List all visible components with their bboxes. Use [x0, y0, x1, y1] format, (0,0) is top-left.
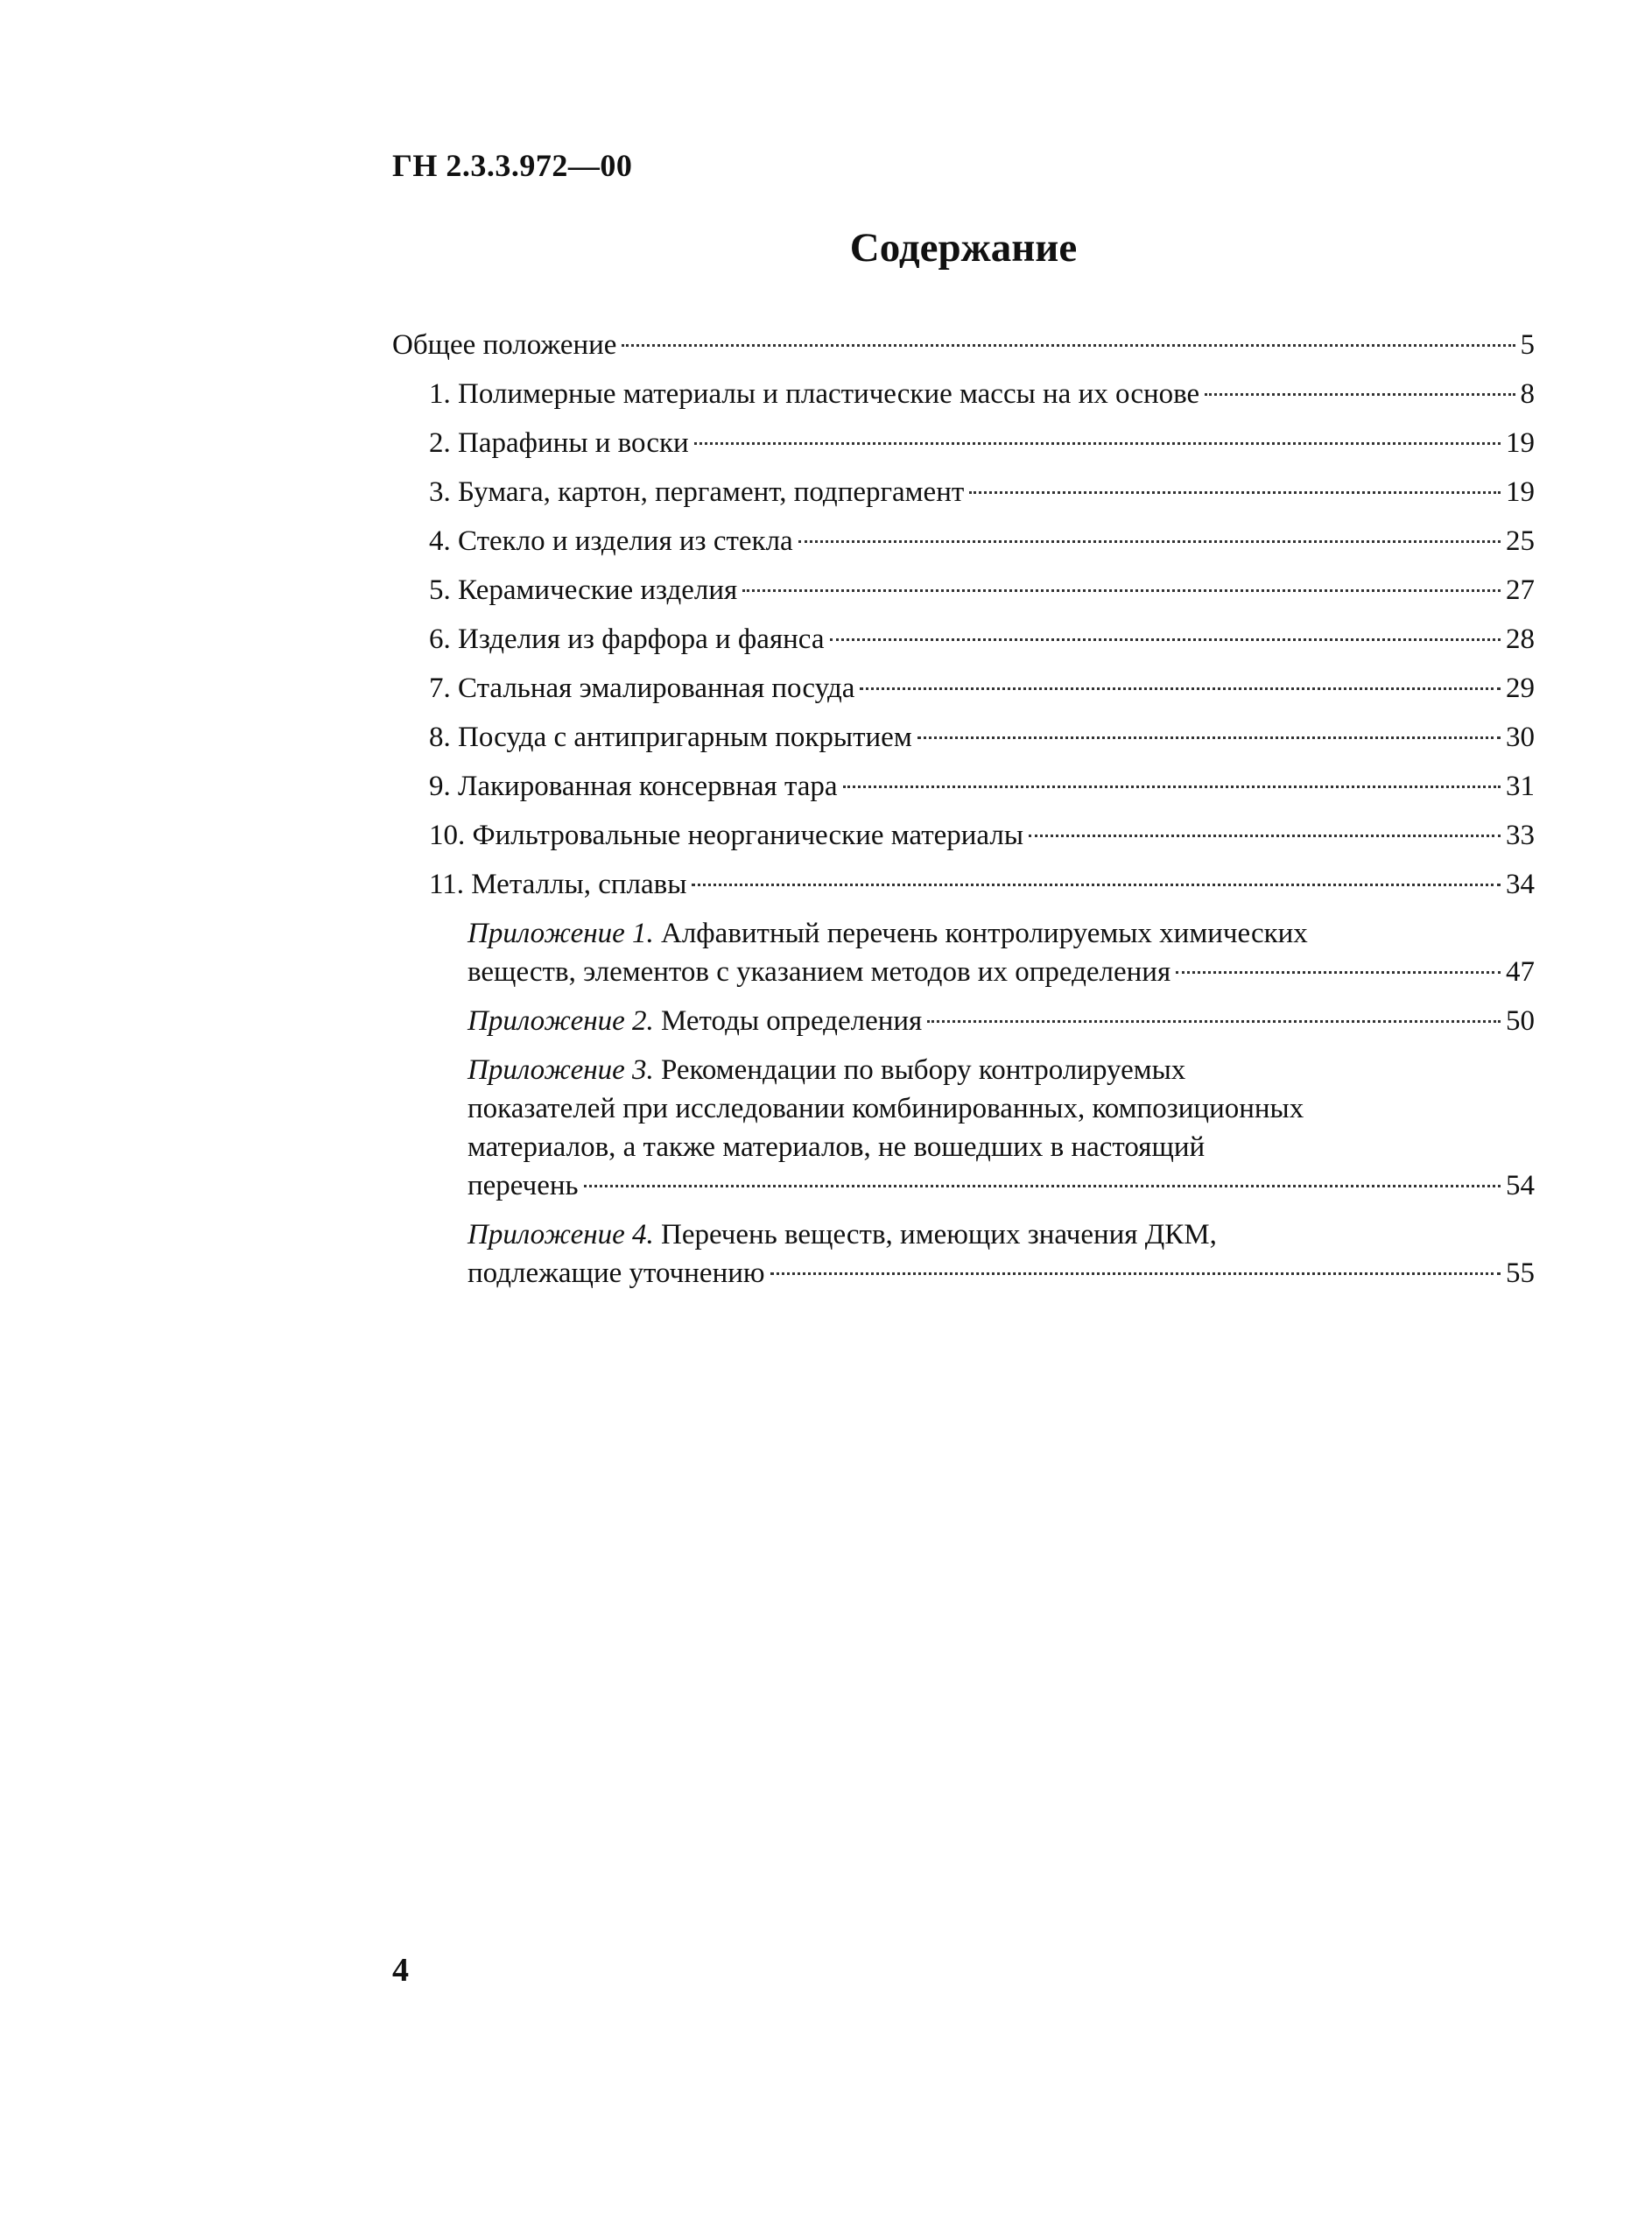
toc-entry-label: подлежащие уточнению [467, 1257, 765, 1289]
toc-appendix-first-line [467, 914, 1535, 953]
leader-dots [830, 638, 1501, 641]
leader-dots [917, 736, 1501, 739]
toc-entry-page: 30 [1506, 722, 1535, 753]
leader-dots [694, 442, 1501, 445]
toc-entry[interactable] [392, 620, 1535, 659]
toc-entry[interactable] [392, 767, 1535, 806]
leader-dots [969, 491, 1501, 494]
toc-entry-page: 25 [1506, 525, 1535, 557]
toc-entry-page: 28 [1506, 623, 1535, 655]
toc-entry-page: 5 [1520, 329, 1535, 361]
toc-entry[interactable] [392, 718, 1535, 757]
appendix-line: материалов, а также материалов, не вошедших в настоящий [467, 1131, 1206, 1163]
appendix-line: Перечень веществ, имеющих значения ДКМ, [660, 1219, 1217, 1250]
appendix-line: Методы определения [660, 1005, 923, 1037]
toc-entry[interactable] [392, 571, 1535, 609]
toc-entry-page: 8 [1520, 378, 1535, 410]
toc-entry-label: 10. Фильтровальные неорганические материалы [429, 820, 1024, 851]
toc-entry[interactable] [392, 375, 1535, 413]
appendix-prefix: Приложение 4. [467, 1219, 654, 1250]
leader-dots [798, 540, 1501, 543]
appendix-line: показателей при исследовании комбинированных, композиционных [467, 1093, 1304, 1124]
appendix-prefix: Приложение 3. [467, 1054, 654, 1086]
leader-dots [770, 1272, 1501, 1275]
toc-entry[interactable] [392, 522, 1535, 560]
page-number: 4 [392, 1952, 409, 1989]
toc-appendix-first-line [467, 1051, 1535, 1089]
toc-entry-label: 4. Стекло и изделия из стекла [429, 525, 793, 557]
toc-entry-page: 55 [1506, 1257, 1535, 1289]
toc-entry[interactable] [392, 816, 1535, 855]
leader-dots [927, 1020, 1501, 1023]
toc-entry-label: перечень [467, 1170, 579, 1201]
toc-entry-page: 47 [1506, 956, 1535, 988]
document-code: ГН 2.3.3.972—00 [392, 148, 633, 183]
toc-entry-label: 9. Лакированная консервная тара [429, 771, 838, 802]
toc-entry-label: 11. Металлы, сплавы [429, 869, 687, 900]
toc-appendix-entry[interactable] [392, 1215, 1535, 1293]
toc-entry-page: 50 [1506, 1005, 1535, 1037]
toc-entry[interactable] [392, 424, 1535, 462]
toc-entry-label: 2. Парафины и воски [429, 427, 689, 459]
toc-entry-label: 3. Бумага, картон, пергамент, подпергамент [429, 476, 965, 508]
toc-entry-label: 6. Изделия из фарфора и фаянса [429, 623, 825, 655]
toc-entry-page: 31 [1506, 771, 1535, 802]
toc-entry-page: 34 [1506, 869, 1535, 900]
toc-appendix-entry[interactable] [392, 1051, 1535, 1205]
toc-entry-page: 54 [1506, 1170, 1535, 1201]
leader-dots [742, 589, 1501, 592]
toc-appendix-entry[interactable] [392, 1002, 1535, 1040]
toc-entry-label: Общее положение [392, 329, 617, 361]
toc-entry-label: 8. Посуда с антипригарным покрытием [429, 722, 912, 753]
toc-entry[interactable] [392, 669, 1535, 708]
appendix-prefix: Приложение 1. [467, 918, 654, 949]
leader-dots [622, 344, 1515, 347]
toc-entry-label: 1. Полимерные материалы и пластические массы на их основе [429, 378, 1200, 410]
table-of-contents [392, 326, 1535, 1303]
toc-entry-label: 7. Стальная эмалированная посуда [429, 673, 855, 704]
leader-dots [1205, 393, 1515, 396]
toc-title: Содержание [849, 225, 1078, 271]
appendix-line: Алфавитный перечень контролируемых химических [660, 918, 1308, 949]
toc-entry-page: 29 [1506, 673, 1535, 704]
leader-dots [860, 687, 1501, 690]
leader-dots [1029, 835, 1501, 837]
toc-entry-label [467, 1002, 922, 1040]
toc-entry[interactable] [392, 326, 1535, 364]
appendix-line: Рекомендации по выбору контролируемых [660, 1054, 1186, 1086]
leader-dots [692, 884, 1501, 886]
toc-entry-page: 19 [1506, 476, 1535, 508]
toc-entry[interactable] [392, 865, 1535, 904]
toc-entry-page: 33 [1506, 820, 1535, 851]
toc-entry[interactable] [392, 473, 1535, 511]
toc-appendix-entry[interactable] [392, 914, 1535, 991]
leader-dots [584, 1185, 1501, 1187]
toc-entry-page: 27 [1506, 574, 1535, 606]
leader-dots [1176, 971, 1501, 974]
toc-entry-page: 19 [1506, 427, 1535, 459]
toc-appendix-first-line [467, 1215, 1535, 1254]
leader-dots [843, 785, 1501, 788]
appendix-prefix: Приложение 2. [467, 1005, 654, 1037]
toc-entry-label: 5. Керамические изделия [429, 574, 738, 606]
toc-entry-label: веществ, элементов с указанием методов их определения [467, 956, 1171, 988]
